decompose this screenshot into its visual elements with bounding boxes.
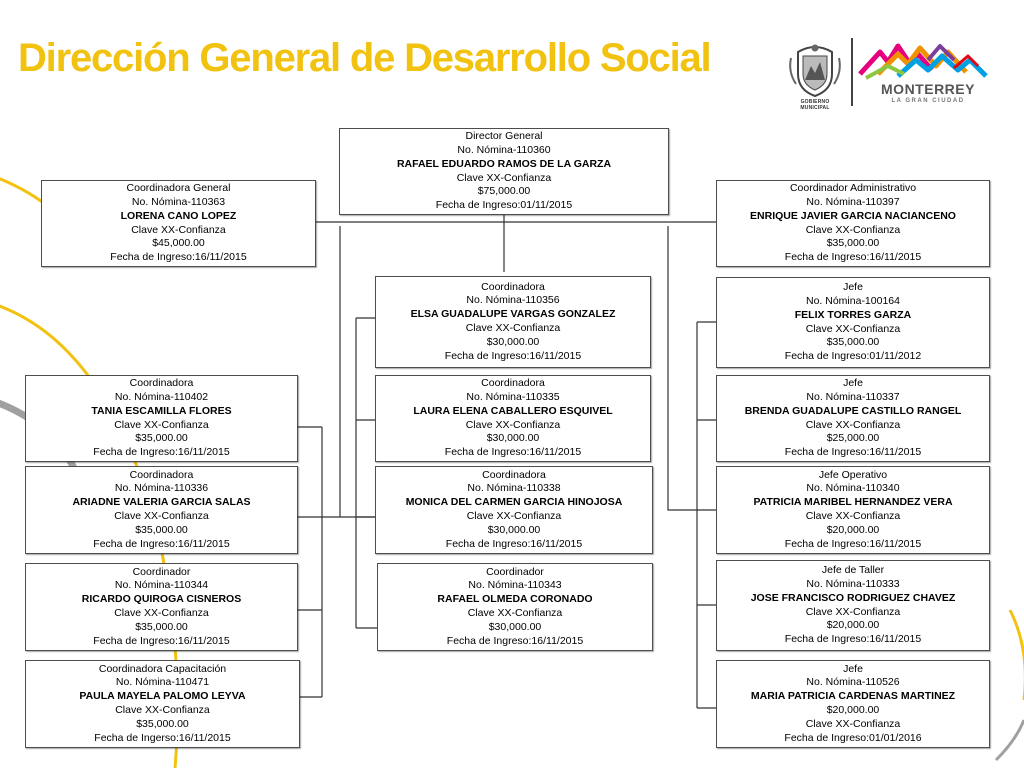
card-salary: $35,000.00 — [826, 336, 880, 349]
card-nomina: No. Nómina-110337 — [806, 390, 900, 403]
monterrey-logo — [858, 40, 988, 106]
card-name: MARIA PATRICIA CARDENAS MARTINEZ — [750, 690, 956, 703]
card-clave: Clave XX-Confianza — [115, 704, 210, 716]
employee-card — [375, 276, 651, 368]
card-nomina: No. Nómina-110336 — [114, 482, 209, 495]
employee-card — [25, 563, 298, 651]
card-role: Director General — [465, 130, 543, 143]
director-card — [339, 128, 669, 215]
card-clave: Clave XX-Confianza — [456, 171, 552, 184]
card-salary: $30,000.00 — [486, 432, 540, 445]
card-nomina: No. Nómina-100164 — [806, 294, 900, 307]
card-nomina: No. Nómina-110526 — [806, 676, 900, 689]
card-salary: $45,000.00 — [152, 237, 205, 250]
card-ingreso: Fecha de Ingreso:16/11/2015 — [110, 251, 247, 264]
card-role: Jefe — [843, 377, 863, 390]
card-salary: $20,000.00 — [826, 619, 880, 632]
connector-left-column — [298, 427, 322, 697]
coordinadora-general-card — [41, 180, 316, 267]
card-ingreso: Fecha de Ingreso:16/11/2015 — [784, 537, 922, 550]
connector-middle-branches — [356, 318, 377, 628]
card-ingreso: Fecha de Ingreso:16/11/2015 — [784, 633, 922, 646]
employee-card — [716, 277, 990, 368]
card-clave: Clave XX-Confianza — [805, 717, 901, 730]
card-salary: $25,000.00 — [826, 432, 880, 445]
coat-of-arms-icon — [786, 40, 844, 98]
card-clave: Clave XX-Confianza — [114, 510, 209, 522]
card-salary: $35,000.00 — [136, 717, 189, 730]
card-role: Jefe de Taller — [821, 564, 885, 577]
card-role: Coordinador Administrativo — [789, 182, 917, 195]
card-ingreso: Fecha de Ingreso:01/11/2015 — [435, 199, 573, 212]
card-ingreso: Fecha de Ingreso:16/11/2015 — [93, 634, 230, 647]
card-ingreso: Fecha de Ingreso:16/11/2015 — [93, 446, 230, 459]
card-nomina: No. Nómina-110335 — [466, 390, 560, 403]
card-salary: $35,000.00 — [135, 523, 188, 536]
employee-card — [716, 560, 990, 651]
card-nomina: No. Nómina-110360 — [457, 143, 551, 156]
card-ingreso: Fecha de Ingreso:16/11/2015 — [444, 446, 582, 459]
card-nomina: No. Nómina-110363 — [131, 195, 226, 208]
card-salary: $30,000.00 — [488, 620, 542, 633]
employee-card — [716, 466, 990, 554]
card-clave: Clave XX-Confianza — [467, 607, 563, 619]
card-name: PATRICIA MARIBEL HERNANDEZ VERA — [753, 496, 953, 509]
card-ingreso: Fecha de Ingreso:16/11/2015 — [784, 251, 922, 264]
card-clave: Clave XX-Confianza — [114, 418, 209, 431]
card-clave: Clave XX-Confianza — [805, 510, 901, 522]
page-title: Dirección General de Desarrollo Social — [18, 36, 711, 80]
card-nomina: No. Nómina-110402 — [114, 390, 209, 403]
card-name: LORENA CANO LOPEZ — [120, 209, 237, 222]
card-role: Jefe — [843, 281, 863, 294]
employee-card — [25, 466, 298, 554]
card-nomina: No. Nómina-110333 — [806, 577, 900, 590]
card-role: Coordinador — [132, 565, 191, 578]
card-name: ARIADNE VALERIA GARCIA SALAS — [72, 496, 251, 509]
employee-card — [375, 375, 651, 462]
card-role: Jefe Operativo — [818, 468, 888, 481]
card-nomina: No. Nómina-110343 — [468, 579, 562, 592]
card-name: TANIA ESCAMILLA FLORES — [91, 404, 232, 417]
card-ingreso: Fecha de Ingreso:16/11/2015 — [444, 349, 582, 362]
card-name: LAURA ELENA CABALLERO ESQUIVEL — [413, 404, 613, 417]
card-clave: Clave XX-Confianza — [465, 322, 561, 334]
card-nomina: No. Nómina-110344 — [114, 579, 209, 592]
card-clave: Clave XX-Confianza — [805, 418, 901, 431]
card-nomina: No. Nómina-110340 — [806, 482, 900, 495]
card-role: Coordinadora Capacitación — [98, 662, 227, 675]
logo-divider — [851, 38, 853, 106]
card-role: Coordinadora — [129, 377, 194, 390]
card-role: Coordinadora — [481, 280, 545, 293]
employee-card — [716, 660, 990, 748]
coordinador-administrativo-card — [716, 180, 990, 267]
employee-card — [377, 563, 653, 651]
card-name: BRENDA GUADALUPE CASTILLO RANGEL — [744, 404, 962, 417]
card-role: Coordinadora — [129, 468, 194, 481]
card-salary: $35,000.00 — [135, 432, 188, 445]
card-salary: $20,000.00 — [826, 704, 880, 716]
card-nomina: No. Nómina-110356 — [466, 294, 560, 307]
card-name: RAFAEL OLMEDA CORONADO — [437, 593, 593, 606]
card-role: Jefe — [843, 662, 863, 675]
card-nomina: No. Nómina-110471 — [115, 676, 210, 689]
card-salary: $75,000.00 — [477, 185, 531, 198]
employee-card — [375, 466, 653, 554]
card-ingreso: Fecha de Ingreso:16/11/2015 — [93, 537, 230, 550]
card-salary: $30,000.00 — [486, 335, 540, 348]
connector-right-vertical — [668, 226, 716, 510]
card-name: MONICA DEL CARMEN GARCIA HINOJOSA — [405, 496, 623, 509]
card-clave: Clave XX-Confianza — [805, 322, 901, 335]
card-role: Coordinadora General — [126, 182, 231, 195]
card-name: RICARDO QUIROGA CISNEROS — [81, 593, 242, 606]
card-salary: $20,000.00 — [826, 523, 880, 536]
employee-card — [25, 660, 300, 748]
seal-caption: GOBIERNO MUNICIPAL — [800, 99, 830, 111]
card-salary: $35,000.00 — [135, 620, 188, 633]
card-ingreso: Fecha de Ingreso:16/11/2015 — [446, 634, 584, 647]
card-clave: Clave XX-Confianza — [465, 418, 561, 431]
card-clave: Clave XX-Confianza — [805, 605, 901, 618]
card-role: Coordinadora — [482, 468, 546, 481]
card-name: FELIX TORRES GARZA — [794, 308, 912, 321]
connector-right-column — [697, 322, 716, 708]
card-ingreso: Fecha de Ingerso:16/11/2015 — [94, 731, 231, 744]
card-nomina: No. Nómina-110338 — [467, 482, 561, 495]
employee-card — [25, 375, 298, 462]
card-name: PAULA MAYELA PALOMO LEYVA — [79, 690, 246, 703]
card-name: RAFAEL EDUARDO RAMOS DE LA GARZA — [396, 157, 612, 170]
municipal-seal-logo — [786, 40, 844, 111]
logo-tagline: LA GRAN CIUDAD — [891, 98, 965, 104]
employee-card — [716, 375, 990, 462]
card-name: JOSE FRANCISCO RODRIGUEZ CHAVEZ — [750, 591, 956, 604]
card-ingreso: Fecha de Ingreso:16/11/2015 — [445, 537, 583, 550]
card-nomina: No. Nómina-110397 — [806, 195, 900, 208]
card-clave: Clave XX-Confianza — [466, 510, 562, 522]
card-clave: Clave XX-Confianza — [131, 223, 226, 236]
card-ingreso: Fecha de Ingreso:01/01/2016 — [784, 731, 922, 744]
card-clave: Clave XX-Confianza — [805, 223, 901, 236]
card-role: Coordinador — [486, 565, 544, 578]
card-role: Coordinadora — [481, 377, 545, 390]
card-clave: Clave XX-Confianza — [114, 607, 209, 619]
card-salary: $35,000.00 — [826, 237, 880, 250]
card-name: ENRIQUE JAVIER GARCIA NACIANCENO — [750, 209, 956, 222]
card-ingreso: Fecha de Ingreso:16/11/2015 — [784, 446, 922, 459]
card-ingreso: Fecha de Ingreso:01/11/2012 — [784, 350, 922, 363]
mountain-logo-icon — [858, 40, 988, 82]
logo-city-name: MONTERREY — [881, 81, 975, 97]
card-salary: $30,000.00 — [487, 523, 541, 536]
card-name: ELSA GUADALUPE VARGAS GONZALEZ — [410, 308, 616, 321]
